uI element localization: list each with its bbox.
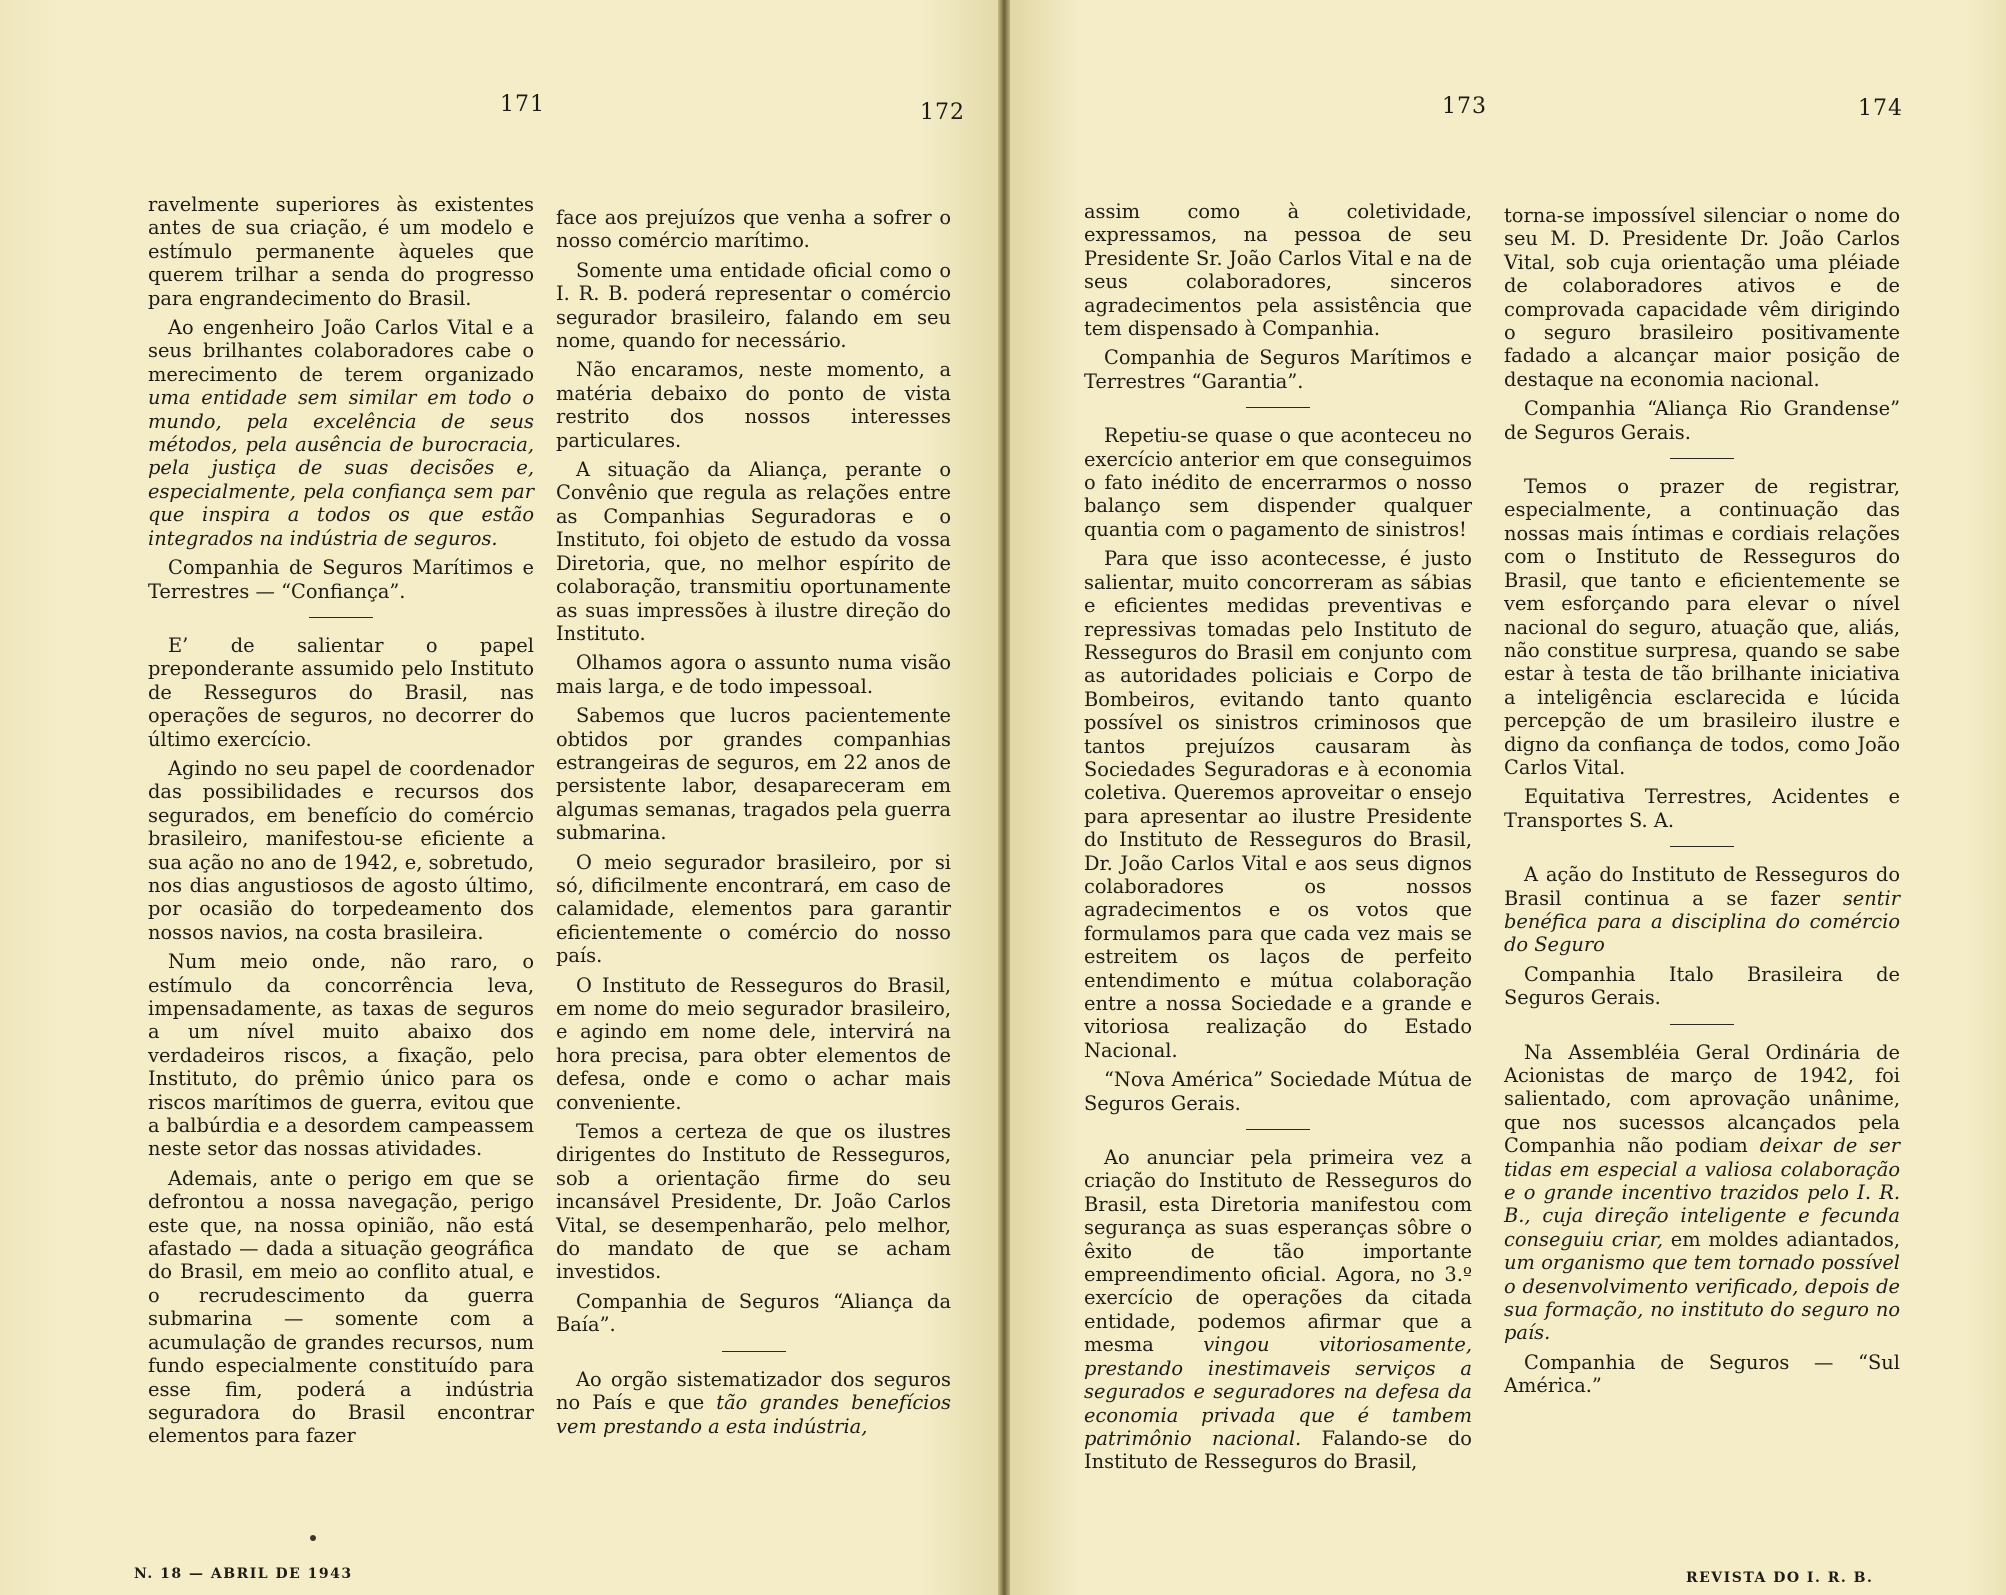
page-number-174: 174	[1858, 96, 1903, 121]
paragraph: torna-se impossível silenciar o nome do seu M. D. Presidente Dr. João Carlos Vital, sob cuja orientação uma pléiade de colaboradores ativos e de comprovada capacidade vêm dirigindo o seguro brasileiro positivamente fadado a alcançar maior posição de destaque na economia nacional.	[1504, 204, 1900, 391]
signature-company: Companhia de Seguros — “Sul América.”	[1504, 1350, 1900, 1398]
right-page	[1010, 0, 2006, 1595]
footer-magazine: REVISTA DO I. R. B.	[1686, 1570, 1874, 1586]
paragraph: O meio segurador brasileiro, por si só, dificilmente encontrará, em caso de calamidade, elementos para garantir eficientemente o comércio do nosso país.	[556, 850, 951, 968]
paragraph: face aos prejuízos que venha a sofrer o nosso comércio marítimo.	[556, 206, 951, 253]
separator-rule	[1670, 846, 1734, 847]
page-number-171: 171	[500, 92, 545, 117]
signature-company: Companhia de Seguros Marítimos e Terrestres — “Confiança”.	[148, 556, 534, 603]
separator-rule	[722, 1351, 786, 1352]
paragraph: Na Assembléia Geral Ordinária de Acionistas de março de 1942, foi salientado, com aprovação unânime, que nos sucessos alcançados pela Companhia não podiam deixar de ser tidas em especial a valiosa colaboração e o grande incentivo trazidos pelo I. R. B., cuja direção inteligente e fecunda conseguiu criar, em moldes adiantados, um organismo que tem tornado possível o desenvolvimento verificado, depois de sua formação, no instituto do seguro no país.	[1504, 1040, 1901, 1345]
signature-company: Companhia Italo Brasileira de Seguros Gerais.	[1504, 962, 1900, 1010]
page-number-173: 173	[1442, 94, 1487, 119]
paragraph: Ao orgão sistematizador dos seguros no País e que tão grandes benefícios vem prestando a esta indústria,	[556, 1367, 952, 1438]
paragraph: Repetiu-se quase o que aconteceu no exercício anterior em que conseguimos o fato inédito de encerrarmos o nosso balanço sem dispender qualquer quantia com o pagamento de sinistros!	[1084, 424, 1472, 541]
paragraph: Para que isso acontecesse, é justo salientar, muito concorreram as sábias e eficientes medidas preventivas e repressivas tomadas pelo Instituto de Resseguros do Brasil em conjunto com as autoridades policiais e Corpo de Bombeiros, evitando tanto quanto possível os sinistros criminosos que tantos prejuízos causaram às Sociedades Seguradoras e à economia coletiva. Queremos aproveitar o ensejo para apresentar ao ilustre Presidente do Instituto de Resseguros do Brasil, Dr. João Carlos Vital e aos seus dignos colaboradores os nossos agradecimentos e os votos que formulamos para que cada vez mais se estreitem os laços de perfeito entendimento e mútua colaboração entre a nossa Sociedade e a grande e vitoriosa realização do Estado Nacional.	[1084, 547, 1472, 1062]
paragraph: Não encaramos, neste momento, a matéria debaixo do ponto de vista restrito dos nossos interesses particulares.	[556, 358, 951, 452]
paragraph: Somente uma entidade oficial como o I. R. B. poderá representar o comércio segurador brasileiro, falando em seu nome, quando for necessário.	[556, 258, 951, 353]
separator-rule	[309, 617, 373, 618]
column-page-174	[1504, 204, 1900, 1402]
column-page-173	[1084, 200, 1472, 1480]
paragraph: Num meio onde, não raro, o estímulo da concorrência leva, impensadamente, as taxas de seguros a um nível muito abaixo dos verdadeiros riscos, a fixação, pelo Instituto, do prêmio único para os riscos marítimos de guerra, evitou que a balbúrdia e a desordem campeassem neste setor das nossas atividades.	[148, 950, 534, 1161]
paragraph: Agindo no seu papel de coordenador das possibilidades e recursos dos segurados, em benefício do comércio brasileiro, manifestou-se eficiente a sua ação no ano de 1942, e, sobretudo, nos dias angustiosos de agosto último, por ocasião do torpedeamento dos nossos navios, na costa brasileira.	[148, 756, 534, 944]
signature-company: Equitativa Terrestres, Acidentes e Transportes S. A.	[1504, 785, 1900, 832]
paragraph: Olhamos agora o assunto numa visão mais larga, e de todo impessoal.	[556, 651, 951, 698]
paragraph: O Instituto de Resseguros do Brasil, em nome do meio segurador brasileiro, e agindo em nome dele, intervirá na hora precisa, para obter elementos de defesa, onde e como o achar mais conveniente.	[556, 973, 951, 1114]
paragraph: Temos o prazer de registrar, especialmente, a continuação das nossas mais íntimas e cordiais relações com o Instituto de Resseguros do Brasil, que tanto e eficientemente se vem esforçando para elevar o nível nacional do seguro, atuação que, aliás, não constitue surpresa, quando se sabe estar à testa de tão brilhante iniciativa a inteligência esclarecida e lúcida percepção de um brasileiro ilustre e digno da confiança de todos, como João Carlos Vital.	[1504, 475, 1900, 779]
paragraph: E’ de salientar o papel preponderante assumido pelo Instituto de Resseguros do Brasil, nas operações de seguros, no decorrer do último exercício.	[148, 633, 534, 751]
paragraph: Ao anunciar pela primeira vez a criação do Instituto de Resseguros do Brasil, esta Diretoria manifestou com segurança as suas esperanças sôbre o êxito de tão importante empreendimento oficial. Agora, no 3.º exercício de operações da citada entidade, podemos afirmar que a mesma vingou vitoriosamente, prestando inestimaveis serviços a segurados e seguradores na defesa da economia privada que é tambem patrimônio nacional. Falando-se do Instituto de Resseguros do Brasil,	[1084, 1146, 1472, 1474]
paragraph: ravelmente superiores às existentes antes de sua criação, é um modelo e estímulo permanente àqueles que querem trilhar a senda do progresso para engrandecimento do Brasil.	[148, 193, 534, 310]
paragraph: Ao engenheiro João Carlos Vital e a seus brilhantes colaboradores cabe o merecimento de terem organizado uma entidade sem similar em todo o mundo, pela excelência de seus métodos, pela ausência de burocracia, pela justiça de suas decisões e, especialmente, pela confiança sem par que inspira a todos os que estão integrados na indústria de seguros.	[148, 316, 534, 550]
page-number-172: 172	[920, 100, 965, 125]
left-page	[0, 0, 1000, 1595]
signature-company: “Nova América” Sociedade Mútua de Seguros Gerais.	[1084, 1068, 1472, 1115]
paragraph: Temos a certeza de que os ilustres dirigentes do Instituto de Resseguros, sob a orientação firme do seu incansável Presidente, Dr. João Carlos Vital, se desempenharão, pelo melhor, do mandato de que se acham investidos.	[556, 1120, 951, 1284]
footer-issue: N. 18 — ABRIL DE 1943	[134, 1566, 353, 1582]
separator-rule	[1246, 1129, 1310, 1130]
signature-company: Companhia “Aliança Rio Grandense” de Seguros Gerais.	[1504, 397, 1900, 444]
paragraph: Ademais, ante o perigo em que se defrontou a nossa navegação, perigo este que, na nossa opinião, não está afastado — dada a situação geográfica do Brasil, em meio ao conflito atual, e o recrudescimento da guerra submarina — somente com a acumulação de grandes recursos, num fundo especialmente constituído para esse fim, poderá a indústria seguradora do Brasil encontrar elementos para fazer	[148, 1166, 534, 1448]
paragraph: A situação da Aliança, perante o Convênio que regula as relações entre as Companhias Seguradoras e o Instituto, foi objeto de estudo da vossa Diretoria, que, no melhor espírito de colaboração, transmitiu oportunamente as suas impressões à ilustre direção do Instituto.	[556, 458, 951, 645]
separator-rule	[1246, 407, 1310, 408]
signature-company: Companhia de Seguros Marítimos e Terrestres “Garantia”.	[1084, 346, 1472, 393]
separator-rule	[1670, 458, 1734, 459]
signature-company: Companhia de Seguros “Aliança da Baía”.	[556, 1289, 951, 1337]
paragraph: A ação do Instituto de Resseguros do Brasil continua a se fazer sentir benéfica para a disciplina do comércio do Seguro	[1504, 863, 1900, 957]
column-page-171	[148, 193, 534, 1454]
column-page-172	[556, 206, 951, 1444]
paragraph: assim como à coletividade, expressamos, na pessoa de seu Presidente Sr. João Carlos Vital e na de seus colaboradores, sinceros agradecimentos pela assistência que tem dispensado à Companhia.	[1084, 200, 1472, 341]
separator-rule	[1670, 1024, 1734, 1025]
paragraph: Sabemos que lucros pacientemente obtidos por grandes companhias estrangeiras de seguros, em 22 anos de persistente labor, desapareceram em algumas semanas, tragados pela guerra submarina.	[556, 704, 951, 845]
ink-dot	[310, 1535, 316, 1541]
